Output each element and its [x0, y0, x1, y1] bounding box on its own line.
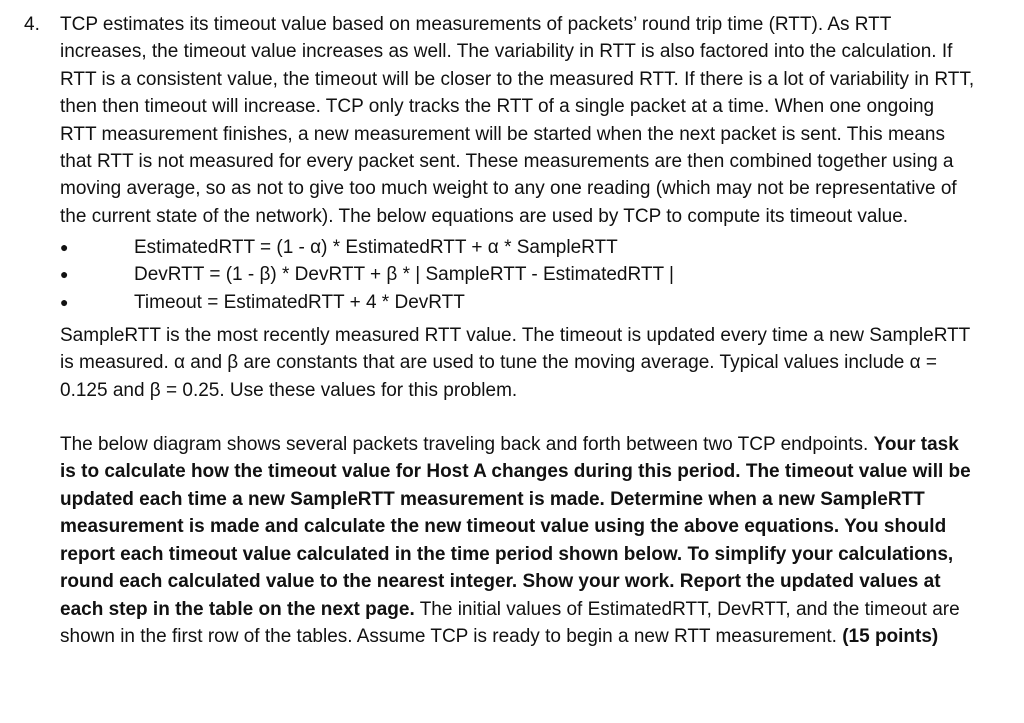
- equation-estimated-rtt: EstimatedRTT = (1 - α) * EstimatedRTT + α * SampleRTT: [134, 237, 618, 259]
- equation-item: [60, 261, 975, 288]
- bullet-icon: ●: [60, 266, 69, 283]
- paragraph-spacer: [60, 404, 975, 431]
- question-number: 4.: [24, 14, 40, 35]
- equation-dev-rtt: DevRTT = (1 - β) * DevRTT + β * | SampleRTT - EstimatedRTT |: [134, 264, 674, 286]
- bullet-icon: ●: [60, 293, 69, 310]
- points-label: (15 points): [842, 625, 939, 647]
- task-instructions: Your task is to calculate how the timeout value for Host A changes during this period. The timeout value will be updated each time a new SampleRTT measurement is made. Determine when a new SampleRTT measurement is made and calculate the new timeout value using the above equations. You should report each timeout value calculated in the time period shown below. To simplify your calculations, round each calculated value to the nearest integer. Show your work. Report the updated values at each step in the table on the next page.: [60, 434, 971, 620]
- task-initial-values: The initial values of EstimatedRTT, DevRTT, and the timeout are shown in the first row of the tables. Assume TCP is ready to begin a new RTT measurement.: [60, 598, 960, 647]
- equation-list: [60, 234, 975, 316]
- question-body: [60, 11, 975, 650]
- equation-item: [60, 234, 975, 261]
- equation-item: [60, 289, 975, 316]
- bullet-icon: ●: [60, 239, 69, 256]
- equation-timeout: Timeout = EstimatedRTT + 4 * DevRTT: [134, 291, 465, 313]
- intro-paragraph: TCP estimates its timeout value based on measurements of packets’ round trip time (RTT). As RTT increases, the timeout value increases as well. The variability in RTT is also factored into the calculation. If RTT is a consistent value, the timeout will be closer to the measured RTT. If there is a lot of variability in RTT, then then timeout will increase. TCP only tracks the RTT of a single packet at a time. When one ongoing RTT measurement finishes, a new measurement will be started when the next packet is sent. This means that RTT is not measured for every packet sent. These measurements are then combined together using a moving average, so as not to give too much weight to any one reading (which may not be representative of the current state of the network). The below equations are used by TCP to compute its timeout value.: [60, 14, 975, 227]
- task-intro: The below diagram shows several packets traveling back and forth between two TCP endpoints.: [60, 434, 869, 456]
- constants-paragraph: SampleRTT is the most recently measured RTT value. The timeout is updated every time a new SampleRTT is measured. α and β are constants that are used to tune the moving average. Typical values include α = 0.125 and β = 0.25. Use these values for this problem.: [60, 324, 970, 401]
- task-paragraph: [60, 431, 975, 650]
